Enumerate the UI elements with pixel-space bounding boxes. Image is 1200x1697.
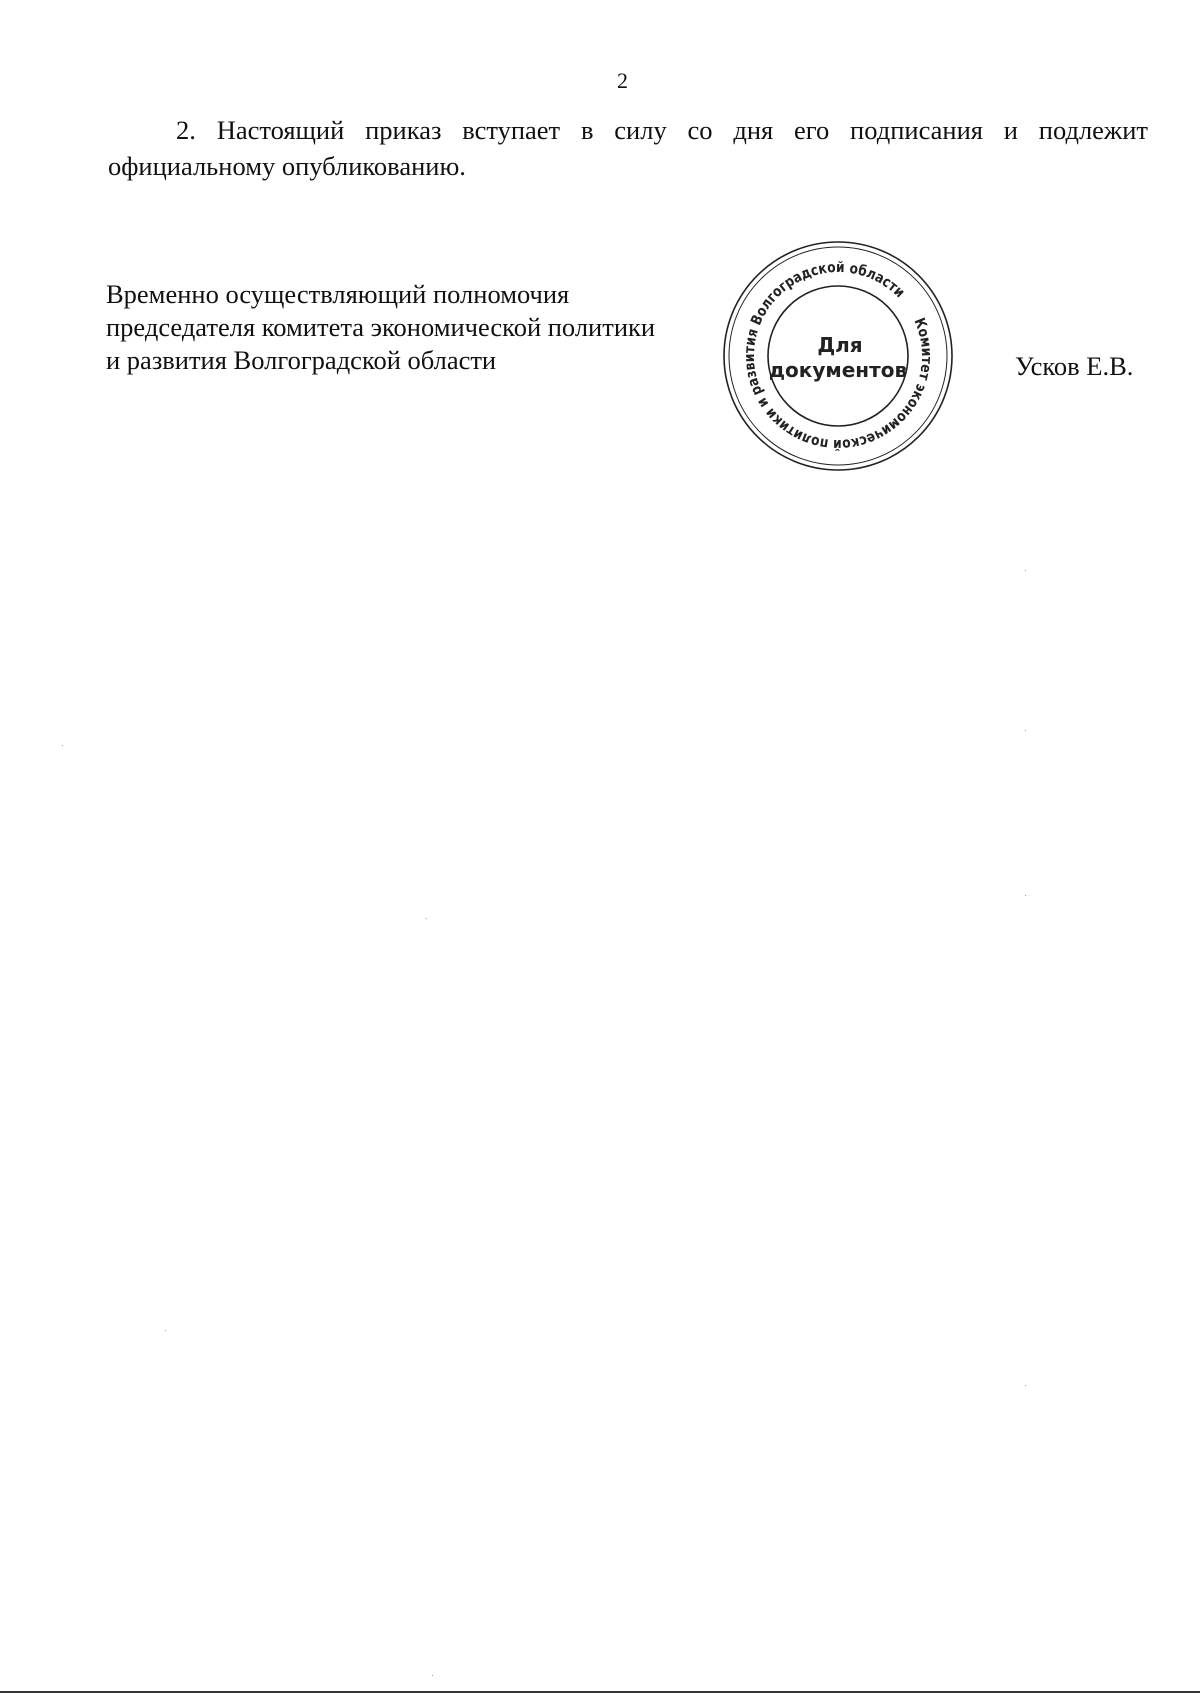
order-paragraph	[108, 112, 1148, 184]
page-number: 2	[617, 68, 628, 93]
stamp-graphic	[718, 236, 958, 476]
signatory-line-3: и развития Волгоградской области	[106, 345, 497, 375]
signatory-position	[106, 278, 726, 377]
scan-speck	[165, 1330, 166, 1331]
scan-speck	[1025, 1385, 1026, 1386]
order-paragraph-text: 2. Настоящий приказ вступает в силу со дня его подписания и подлежит официальному опубликованию.	[108, 115, 1148, 181]
scan-speck	[1025, 895, 1026, 896]
scan-speck	[432, 1675, 433, 1676]
scan-speck	[62, 745, 63, 746]
stamp-center-line-2: документов	[768, 358, 908, 382]
signatory-line-2: председателя комитета экономической политики	[106, 312, 656, 342]
signer-name: Усков Е.В.	[1015, 351, 1134, 381]
stamp-center-line-1: Для	[817, 333, 863, 357]
signatory-line-1: Временно осуществляющий полномочия	[106, 279, 570, 309]
page-bottom-edge	[0, 1691, 1200, 1693]
stamp-ring-textpath: Комитет экономической политики и развития Волгоградской области	[741, 259, 935, 453]
official-stamp	[718, 236, 958, 476]
scan-speck	[426, 918, 427, 919]
scan-speck	[1025, 730, 1026, 731]
scan-speck	[1025, 570, 1026, 571]
